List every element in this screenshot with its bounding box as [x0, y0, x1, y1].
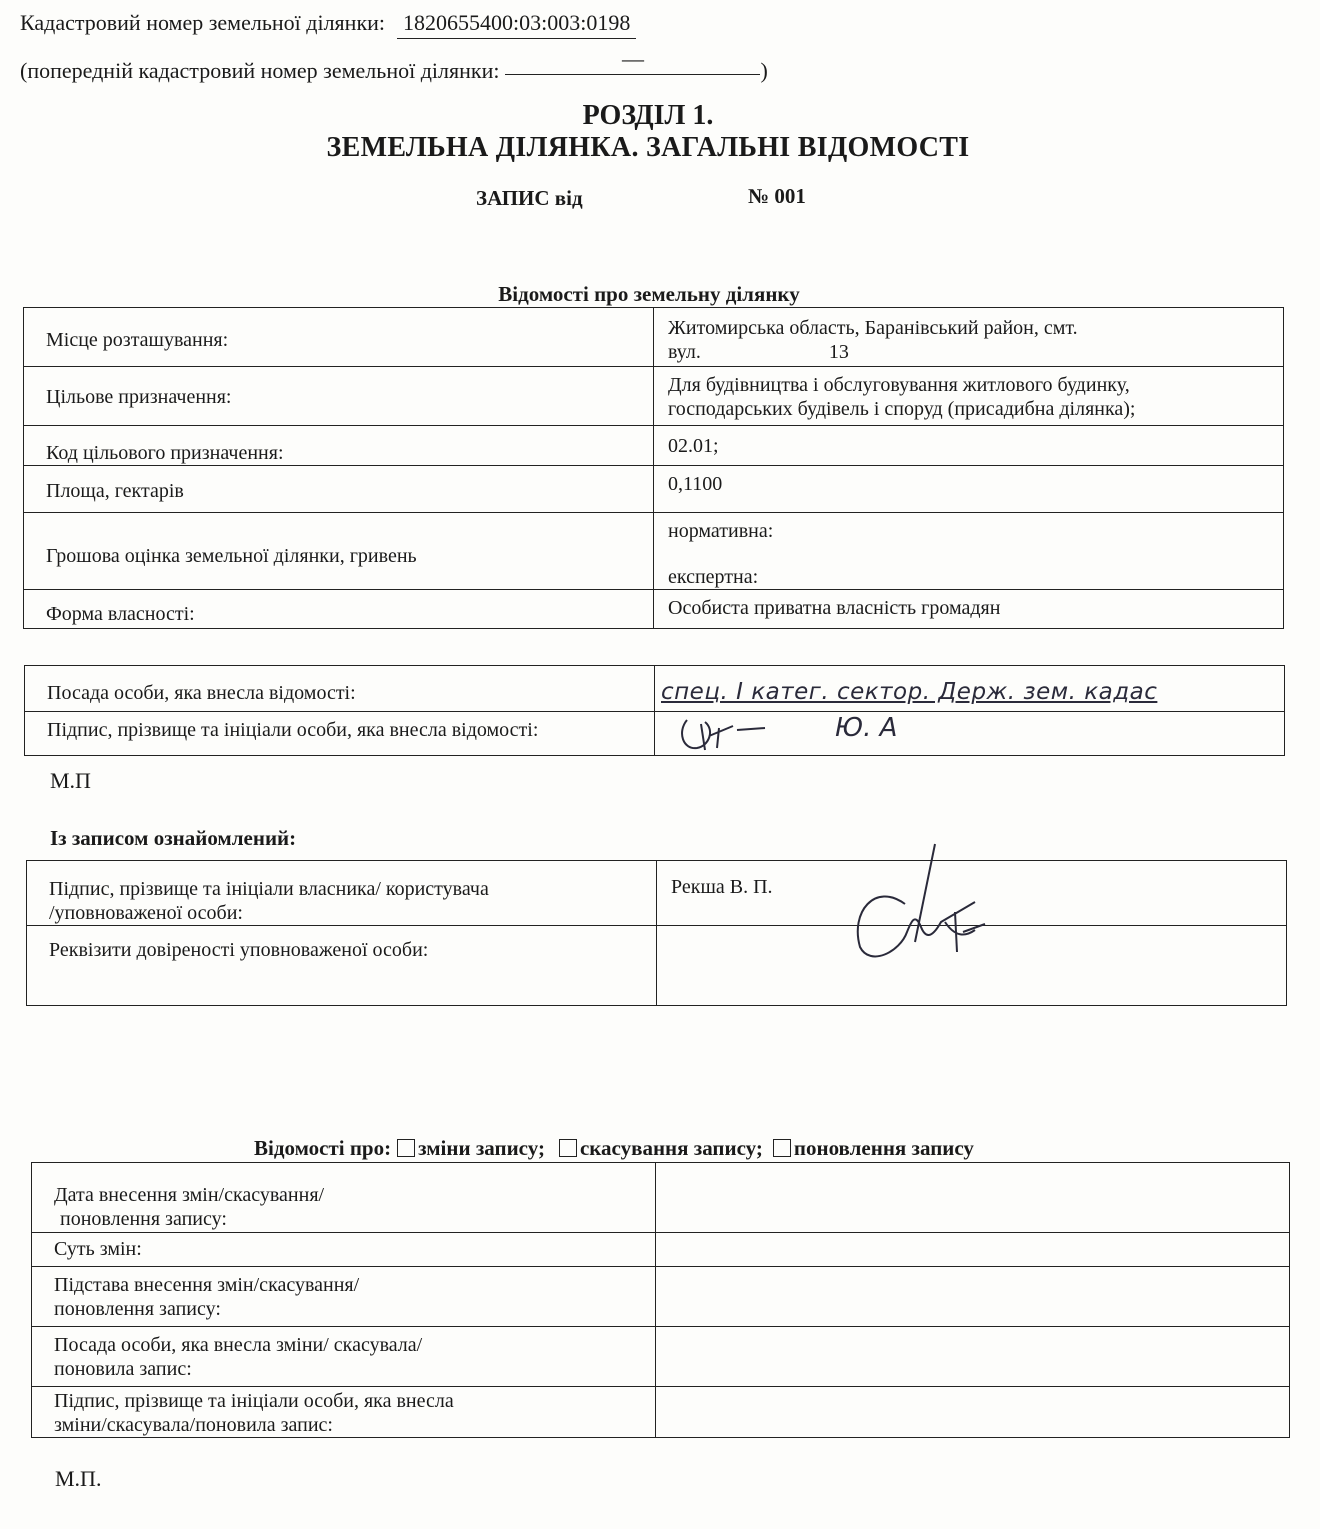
record-number: № 001 [748, 184, 806, 208]
registrar-position-handwriting: спец. I катег. сектор. Держ. зем. кадас [661, 679, 1158, 705]
record-label: ЗАПИС від [476, 186, 583, 210]
valuation-value [654, 513, 1284, 590]
previous-cadastral-line [20, 46, 768, 84]
change-essence-value [656, 1233, 1290, 1267]
previous-cadastral-close: ) [760, 58, 768, 83]
change-signature-label [32, 1387, 656, 1438]
land-info-heading: Відомості про земельну ділянку [498, 282, 800, 306]
change-basis-label-line-2: поновлення запису: [54, 1298, 221, 1320]
owner-name: Рекша В. П. [671, 876, 773, 898]
change-option-label: зміни запису; [418, 1136, 545, 1160]
ownership-label: Форма власності: [24, 590, 654, 629]
location-value [654, 308, 1284, 367]
stamp-placeholder-bottom: М.П. [55, 1466, 102, 1491]
change-basis-value [656, 1267, 1290, 1327]
table-row [27, 861, 1287, 926]
location-label: Місце розташування: [24, 308, 654, 367]
cadastral-number-label: Кадастровий номер земельної ділянки: [20, 10, 386, 35]
table-row [24, 466, 1284, 513]
location-value-line-1: Житомирська область, Баранівський район, смт. [668, 317, 1078, 339]
valuation-label: Грошова оцінка земельної ділянки, гривень [24, 513, 654, 590]
registrar-signature-value [655, 712, 1285, 756]
change-signature-label-line-1: Підпис, прізвище та ініціали особи, яка внесла [54, 1390, 454, 1412]
table-row [32, 1163, 1290, 1233]
cadastral-number-value: 1820655400:03:003:0198 [397, 10, 636, 39]
change-position-label-line-1: Посада особи, яка внесла зміни/ скасувала/ [54, 1334, 423, 1356]
purpose-code-label: Код цільового призначення: [24, 426, 654, 466]
change-date-label [32, 1163, 656, 1233]
land-info-table [23, 307, 1284, 629]
table-row [25, 666, 1285, 712]
renew-checkbox[interactable] [773, 1139, 791, 1157]
change-position-label [32, 1327, 656, 1387]
area-value: 0,1100 [654, 466, 1284, 513]
change-date-label-line-2: поновлення запису: [60, 1208, 227, 1230]
valuation-normative: нормативна: [668, 520, 774, 542]
table-row [24, 367, 1284, 426]
stamp-placeholder: М.П [50, 768, 91, 793]
table-row [25, 712, 1285, 756]
registrar-position-value [655, 666, 1285, 712]
change-basis-label [32, 1267, 656, 1327]
location-street: вул. [668, 341, 701, 363]
purpose-code-value: 02.01; [654, 426, 1284, 466]
cancel-option-label: скасування запису; [579, 1136, 763, 1160]
change-signature-value [656, 1387, 1290, 1438]
registrar-signature-label: Підпис, прізвище та ініціали особи, яка внесла відомості: [25, 712, 655, 756]
owner-table [26, 860, 1287, 1006]
registrar-signature-icon [675, 712, 805, 756]
registrar-table [24, 665, 1285, 756]
owner-signature-label [27, 861, 657, 926]
cadastral-number-line [20, 10, 636, 39]
owner-signature-label-line-1: Підпис, прізвище та ініціали власника/ користувача [49, 878, 489, 900]
table-row [32, 1267, 1290, 1327]
change-checkbox[interactable] [397, 1139, 415, 1157]
table-row [24, 590, 1284, 629]
proxy-label: Реквізити довіреності уповноваженої особи: [27, 926, 657, 1006]
previous-cadastral-blank [505, 46, 760, 75]
acquainted-heading: Із записом ознайомлений: [50, 826, 297, 850]
table-row [24, 513, 1284, 590]
purpose-label: Цільове призначення: [24, 367, 654, 426]
renew-option-label: поновлення запису [793, 1136, 974, 1160]
ownership-value: Особиста приватна власність громадян [654, 590, 1284, 629]
section-title: РОЗДІЛ 1. [582, 100, 714, 131]
changes-table [31, 1162, 1290, 1438]
valuation-expert: експертна: [668, 566, 759, 588]
owner-signature-icon [845, 842, 995, 972]
purpose-value [654, 367, 1284, 426]
table-row [27, 926, 1287, 1006]
change-signature-label-line-2: зміни/скасувала/поновила запис: [54, 1414, 333, 1436]
section-subtitle: ЗЕМЕЛЬНА ДІЛЯНКА. ЗАГАЛЬНІ ВІДОМОСТІ [326, 132, 970, 163]
change-position-value [656, 1327, 1290, 1387]
location-house: 13 [828, 341, 849, 363]
table-row [32, 1387, 1290, 1438]
table-row [32, 1233, 1290, 1267]
table-row [32, 1327, 1290, 1387]
table-row [24, 308, 1284, 367]
area-label: Площа, гектарів [24, 466, 654, 513]
previous-cadastral-label: (попередній кадастровий номер земельної ділянки: [20, 58, 500, 83]
registrar-position-label: Посада особи, яка внесла відомості: [25, 666, 655, 712]
change-essence-label: Суть змін: [32, 1233, 656, 1267]
changes-heading-prefix: Відомості про: [254, 1136, 392, 1160]
purpose-value-line-2: господарських будівель і споруд (присадибна ділянка); [668, 398, 1136, 420]
cancel-checkbox[interactable] [559, 1139, 577, 1157]
previous-cadastral-value: — [621, 46, 644, 71]
table-row [24, 426, 1284, 466]
change-date-value [656, 1163, 1290, 1233]
change-basis-label-line-1: Підстава внесення змін/скасування/ [54, 1274, 360, 1296]
change-date-label-line-1: Дата внесення змін/скасування/ [54, 1184, 325, 1206]
changes-heading [254, 1136, 974, 1161]
registrar-initials: Ю. А [835, 713, 898, 743]
owner-signature-label-line-2: /уповноваженої особи: [49, 902, 243, 924]
location-value-line-2 [668, 340, 1283, 364]
change-position-label-line-2: поновила запис: [54, 1358, 192, 1380]
purpose-value-line-1: Для будівництва і обслуговування житлового будинку, [668, 374, 1130, 396]
